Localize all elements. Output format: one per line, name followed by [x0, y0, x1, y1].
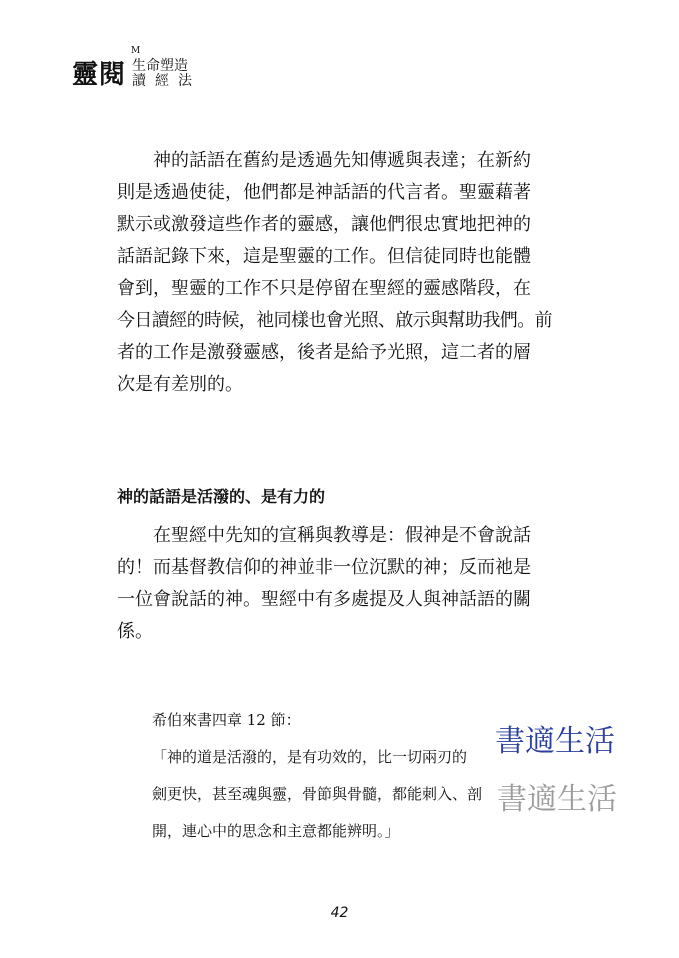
paragraph-1: [117, 145, 557, 401]
paragraph-line: 係。: [117, 621, 153, 642]
paragraph-line: 次是有差別的。: [117, 374, 243, 395]
paragraph-line: 一位會說話的神。聖經中有多處提及人與神話語的關: [117, 589, 531, 610]
paragraph-line: 的！而基督教信仰的神並非一位沉默的神；反而祂是: [117, 557, 531, 578]
paragraph-line: 話語記錄下來，這是聖靈的工作。但信徒同時也能體: [117, 246, 531, 267]
quote-line: 「神的道是活潑的，是有功效的，比一切兩刃的: [152, 748, 468, 766]
paragraph-line: 則是透過使徒，他們都是神話語的代言者。聖靈藉著: [117, 182, 531, 203]
watermark-secondary: 書適生活: [497, 782, 617, 817]
paragraph-line: 在聖經中先知的宣稱與教導是：假神是不會說話: [153, 525, 531, 546]
paragraph-line: 會到，聖靈的工作不只是停留在聖經的靈感階段，在: [117, 278, 531, 299]
quote-line: 劍更快，甚至魂與靈，骨節與骨髓，都能刺入、剖: [152, 785, 483, 803]
quote-reference: 希伯來書四章 12 節：: [152, 711, 301, 729]
paragraph-line: 神的話語在舊約是透過先知傳遞與表達；在新約: [153, 150, 531, 171]
book-logo-mark: M: [131, 46, 141, 56]
book-logo-main: 靈閱: [72, 60, 127, 90]
book-logo-bottom: 讀經法: [132, 73, 201, 89]
paragraph-2: [117, 520, 557, 648]
section-heading: 神的話語是活潑的、是有力的: [117, 487, 326, 506]
watermark-primary: 書適生活: [495, 724, 615, 759]
book-logo-top: 生命塑造: [132, 58, 188, 74]
paragraph-line: 默示或激發這些作者的靈感，讓他們很忠實地把神的: [117, 214, 531, 235]
paragraph-line: 今日讀經的時候，祂同樣也會光照、啟示與幫助我們。前: [117, 310, 552, 331]
quote-line: 開，連心中的思念和主意都能辨明。」: [152, 822, 400, 840]
paragraph-line: 者的工作是激發靈感，後者是給予光照，這二者的層: [117, 342, 531, 363]
page-number: 42: [330, 905, 349, 921]
